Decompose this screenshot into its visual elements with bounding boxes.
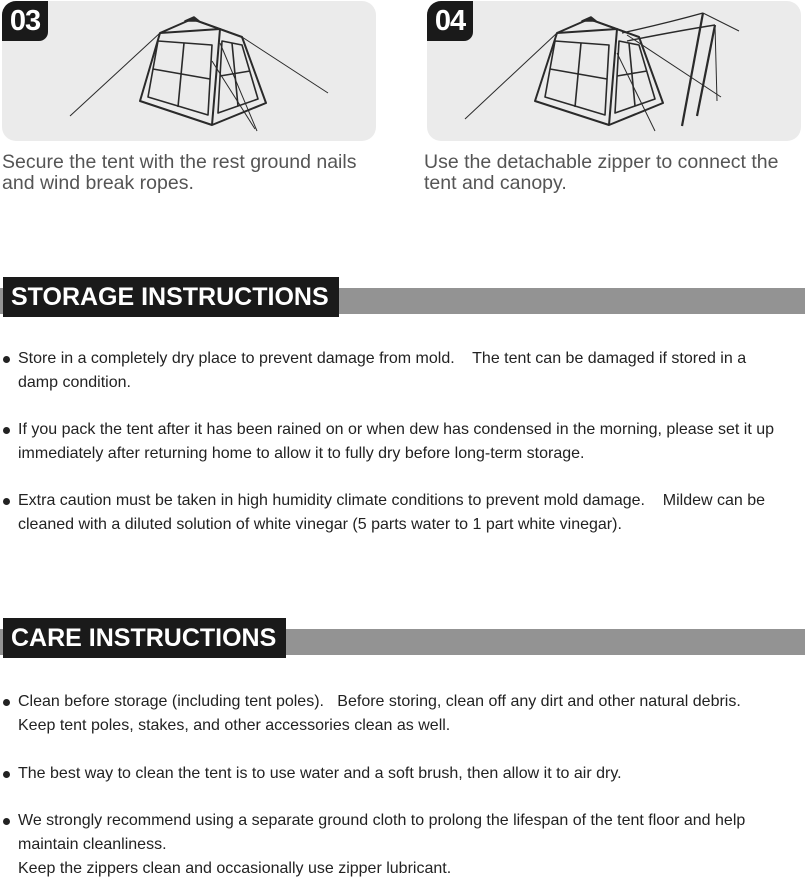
storage-item: [18, 347, 803, 395]
tent-with-ropes-illustration: [2, 1, 376, 141]
item-line: If you pack the tent after it has been rained on or when dew has condensed in the morning, please set it up: [18, 421, 775, 438]
bullet-dot: [3, 427, 10, 434]
item-line: damp condition.: [18, 374, 131, 391]
item-line: We strongly recommend using a separate ground cloth to prolong the lifespan of the tent floor and help: [18, 812, 746, 829]
caption-line: Use the detachable zipper to connect the: [424, 151, 779, 173]
item-line: cleaned with a diluted solution of white vinegar (5 parts water to 1 part white vinegar).: [18, 516, 622, 533]
storage-instructions-header: [0, 277, 805, 317]
item-line: Store in a completely dry place to prevent damage from mold. The tent can be damaged if stored in a: [18, 350, 747, 367]
caption-line: and wind break ropes.: [2, 172, 194, 194]
bullet-dot: [3, 771, 10, 778]
caption-line: Secure the tent with the rest ground nails: [2, 151, 357, 173]
item-line: Extra caution must be taken in high humidity climate conditions to prevent mold damage. Mildew can be: [18, 492, 766, 509]
storage-item: [18, 418, 803, 466]
item-line: immediately after returning home to allow it to fully dry before long-term storage.: [18, 445, 585, 462]
care-item: [18, 762, 803, 786]
step-04-caption: [424, 152, 804, 194]
item-line: Keep the zippers clean and occasionally use zipper lubricant.: [18, 860, 452, 877]
item-line: Clean before storage (including tent poles). Before storing, clean off any dirt and other natural debris.: [18, 693, 741, 710]
bullet-dot: [3, 818, 10, 825]
item-line: Keep tent poles, stakes, and other accessories clean as well.: [18, 717, 451, 734]
bullet-dot: [3, 699, 10, 706]
care-item: [18, 809, 803, 879]
care-instructions-header: [0, 618, 805, 658]
tent-with-canopy-illustration: [427, 1, 801, 141]
bullet-dot: [3, 356, 10, 363]
section-title: STORAGE INSTRUCTIONS: [3, 277, 339, 317]
care-item: [18, 690, 803, 738]
step-number-badge: 03: [2, 1, 48, 41]
step-04-illustration-panel: [427, 1, 801, 141]
storage-item: [18, 489, 803, 537]
step-03-illustration-panel: [2, 1, 376, 141]
item-line: maintain cleanliness.: [18, 836, 167, 853]
section-title: CARE INSTRUCTIONS: [3, 618, 286, 658]
step-03-caption: [2, 152, 382, 194]
bullet-dot: [3, 498, 10, 505]
item-line: The best way to clean the tent is to use water and a soft brush, then allow it to air dry.: [18, 765, 622, 782]
step-number-badge: 04: [427, 1, 473, 41]
caption-line: tent and canopy.: [424, 172, 567, 194]
